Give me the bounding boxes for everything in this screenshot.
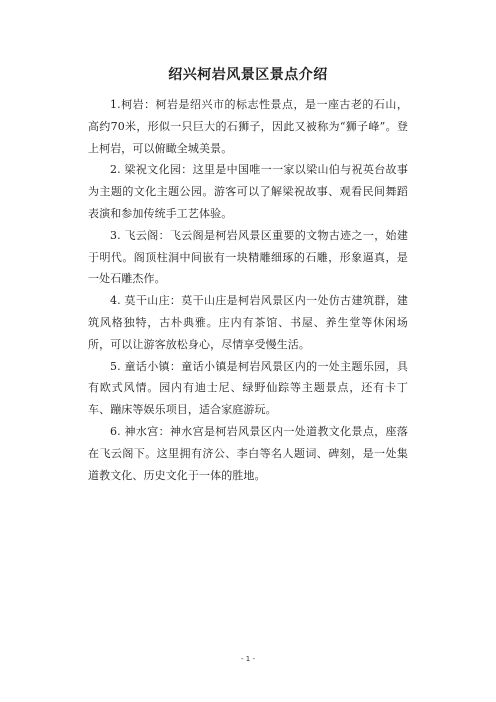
page-number: - 1 -	[241, 655, 255, 663]
document-body	[88, 94, 408, 486]
paragraph-4: 4. 莫干山庄：莫干山庄是柯岩风景区内一处仿古建筑群，建筑风格独特，古朴典雅。庄内有茶馆、书屋、养生堂等休闲场所，可以让游客放松身心，尽情享受慢生活。	[88, 294, 408, 351]
paragraph-5: 5. 童话小镇：童话小镇是柯岩风景区内的一处主题乐园，具有欧式风情。园内有迪士尼、绿野仙踪等主题景点，还有卡丁车、蹦床等娱乐项目，适合家庭游玩。	[88, 359, 408, 417]
paragraph-6: 6. 神水宫：神水宫是柯岩风景区内一处道教文化景点，座落在飞云阁下。这里拥有济公、李白等名人题词、碑刻，是一处集道教文化、历史文化于一体的胜地。	[88, 424, 408, 482]
paragraph-2: 2. 梁祝文化园：这里是中国唯一一家以梁山伯与祝英台故事为主题的文化主题公园。游客可以了解梁祝故事、观看民间舞蹈表演和参加传统手工艺体验。	[88, 163, 408, 220]
paragraph-3: 3. 飞云阁：飞云阁是柯岩风景区重要的文物古迹之一，始建于明代。阁顶柱洞中间嵌有一块精雕细琢的石雕，形象逼真，是一处石雕杰作。	[88, 228, 408, 286]
paragraph-1: 1.柯岩：柯岩是绍兴市的标志性景点，是一座古老的石山，高约70米，形似一只巨大的石狮子，因此又被称为“狮子峰”。登上柯岩，可以俯瞰全城美景。	[88, 98, 408, 155]
document-title: 绍兴柯岩风景区景点介绍	[168, 67, 328, 83]
